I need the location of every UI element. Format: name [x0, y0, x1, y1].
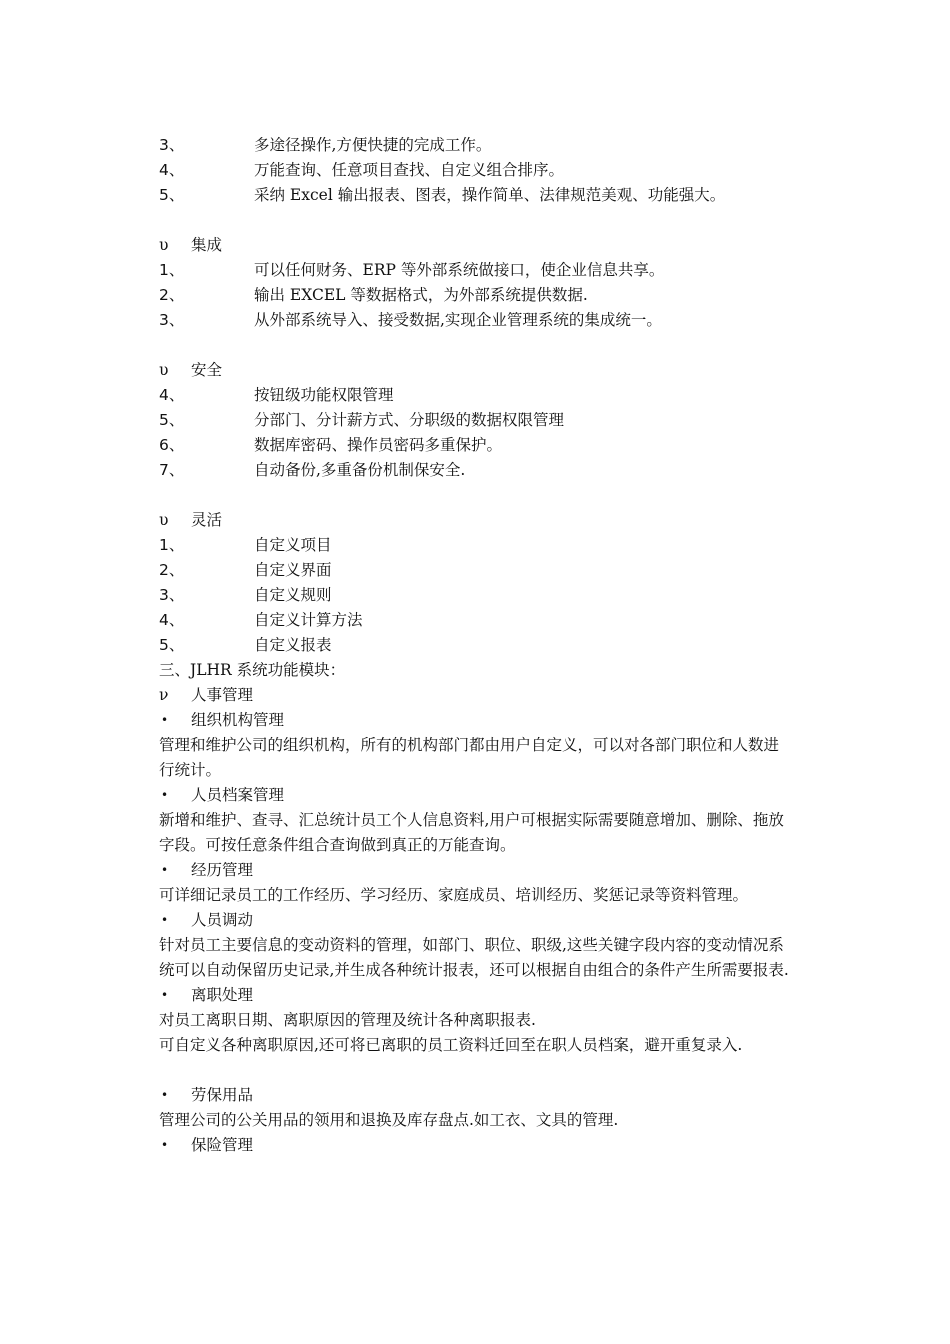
item-number: 1、 [159, 536, 185, 554]
item-number: 5、 [159, 411, 185, 429]
list-item [159, 383, 799, 408]
item-number: 3、 [159, 311, 185, 329]
item-text: 自定义项目 [254, 536, 332, 554]
list-item [159, 608, 799, 633]
upsilon-marker-icon: υ [159, 361, 169, 379]
upsilon-marker-icon: υ [159, 511, 169, 529]
item-text: 万能查询、任意项目查找、自定义组合排序。 [254, 161, 565, 179]
module-description: 可自定义各种离职原因,还可将已离职的员工资料迁回至在职人员档案，避开重复录入. [159, 1036, 743, 1054]
bullet-icon: • [161, 863, 169, 877]
section-title: 安全 [191, 361, 223, 379]
module-title: 经历管理 [191, 861, 254, 879]
module-description: 可详细记录员工的工作经历、学习经历、家庭成员、培训经历、奖惩记录等资料管理。 [159, 886, 749, 904]
item-number: 3、 [159, 136, 185, 154]
upsilon-marker-icon: υ [159, 236, 169, 254]
module-title: 保险管理 [191, 1136, 254, 1154]
section-title: 灵活 [191, 511, 223, 529]
spacer [159, 483, 799, 508]
item-text: 自定义规则 [254, 586, 332, 604]
item-text: 按钮级功能权限管理 [254, 386, 394, 404]
item-text: 自定义界面 [254, 561, 332, 579]
document-body [159, 133, 799, 1158]
list-item [159, 183, 799, 208]
item-text: 输出 EXCEL 等数据格式，为外部系统提供数据. [254, 286, 588, 304]
list-item [159, 133, 799, 158]
module-description: 针对员工主要信息的变动资料的管理，如部门、职位、职级,这些关键字段内容的变动情况系统可以自动保留历史记录,并生成各种统计报表，还可以根据自由组合的条件产生所需要报表. [159, 936, 789, 979]
list-item [159, 158, 799, 183]
module-title: 劳保用品 [191, 1086, 254, 1104]
spacer [159, 333, 799, 358]
list-item [159, 258, 799, 283]
item-number: 4、 [159, 386, 185, 404]
section-title: 人事管理 [191, 686, 254, 704]
bullet-icon: • [161, 1088, 169, 1102]
item-text: 数据库密码、操作员密码多重保护。 [254, 436, 503, 454]
module-title: 组织机构管理 [191, 711, 285, 729]
section-heading-flexible [159, 508, 799, 533]
item-number: 5、 [159, 186, 185, 204]
module-description: 对员工离职日期、离职原因的管理及统计各种离职报表. [159, 1011, 536, 1029]
item-number: 4、 [159, 611, 185, 629]
bullet-icon: • [161, 713, 169, 727]
item-text: 可以任何财务、ERP 等外部系统做接口，使企业信息共享。 [254, 261, 665, 279]
module-title: 人员调动 [191, 911, 254, 929]
section-title: 集成 [191, 236, 223, 254]
list-item [159, 408, 799, 433]
item-text: 分部门、分计薪方式、分职级的数据权限管理 [254, 411, 565, 429]
list-item [159, 558, 799, 583]
section-heading-hr [159, 683, 799, 708]
module-description: 管理和维护公司的组织机构，所有的机构部门都由用户自定义，可以对各部门职位和人数进行统计。 [159, 736, 780, 779]
item-text: 多途径操作,方便快捷的完成工作。 [254, 136, 492, 154]
module-heading-text: 三、JLHR 系统功能模块： [159, 661, 346, 679]
list-item [159, 458, 799, 483]
item-number: 2、 [159, 286, 185, 304]
item-number: 7、 [159, 461, 185, 479]
list-item [159, 533, 799, 558]
item-number: 1、 [159, 261, 185, 279]
item-text: 自定义报表 [254, 636, 332, 654]
module-description: 新增和维护、查寻、汇总统计员工个人信息资料,用户可根据实际需要随意增加、删除、拖放字段。可按任意条件组合查询做到真正的万能查询。 [159, 811, 784, 854]
list-item [159, 308, 799, 333]
list-item [159, 283, 799, 308]
bullet-icon: • [161, 913, 169, 927]
module-title-records [159, 783, 799, 808]
module-title-transfer [159, 908, 799, 933]
module-title-supplies [159, 1083, 799, 1108]
module-title-insurance [159, 1133, 799, 1158]
section-heading-security [159, 358, 799, 383]
module-title-org [159, 708, 799, 733]
item-text: 自定义计算方法 [254, 611, 363, 629]
nu-marker-icon: ν [159, 686, 169, 704]
section-heading-integration [159, 233, 799, 258]
list-item [159, 433, 799, 458]
item-number: 5、 [159, 636, 185, 654]
bullet-icon: • [161, 988, 169, 1002]
item-text: 采纳 Excel 输出报表、图表，操作简单、法律规范美观、功能强大。 [254, 186, 726, 204]
spacer [159, 1058, 799, 1083]
item-number: 6、 [159, 436, 185, 454]
module-heading [159, 658, 799, 683]
module-title: 离职处理 [191, 986, 254, 1004]
module-title: 人员档案管理 [191, 786, 285, 804]
item-number: 2、 [159, 561, 185, 579]
item-text: 从外部系统导入、接受数据,实现企业管理系统的集成统一。 [254, 311, 662, 329]
list-item [159, 583, 799, 608]
module-title-resign [159, 983, 799, 1008]
list-item [159, 633, 799, 658]
module-title-history [159, 858, 799, 883]
bullet-icon: • [161, 788, 169, 802]
spacer [159, 208, 799, 233]
bullet-icon: • [161, 1138, 169, 1152]
item-number: 4、 [159, 161, 185, 179]
item-text: 自动备份,多重备份机制保安全. [254, 461, 466, 479]
module-description: 管理公司的公关用品的领用和退换及库存盘点.如工衣、文具的管理. [159, 1111, 619, 1129]
item-number: 3、 [159, 586, 185, 604]
